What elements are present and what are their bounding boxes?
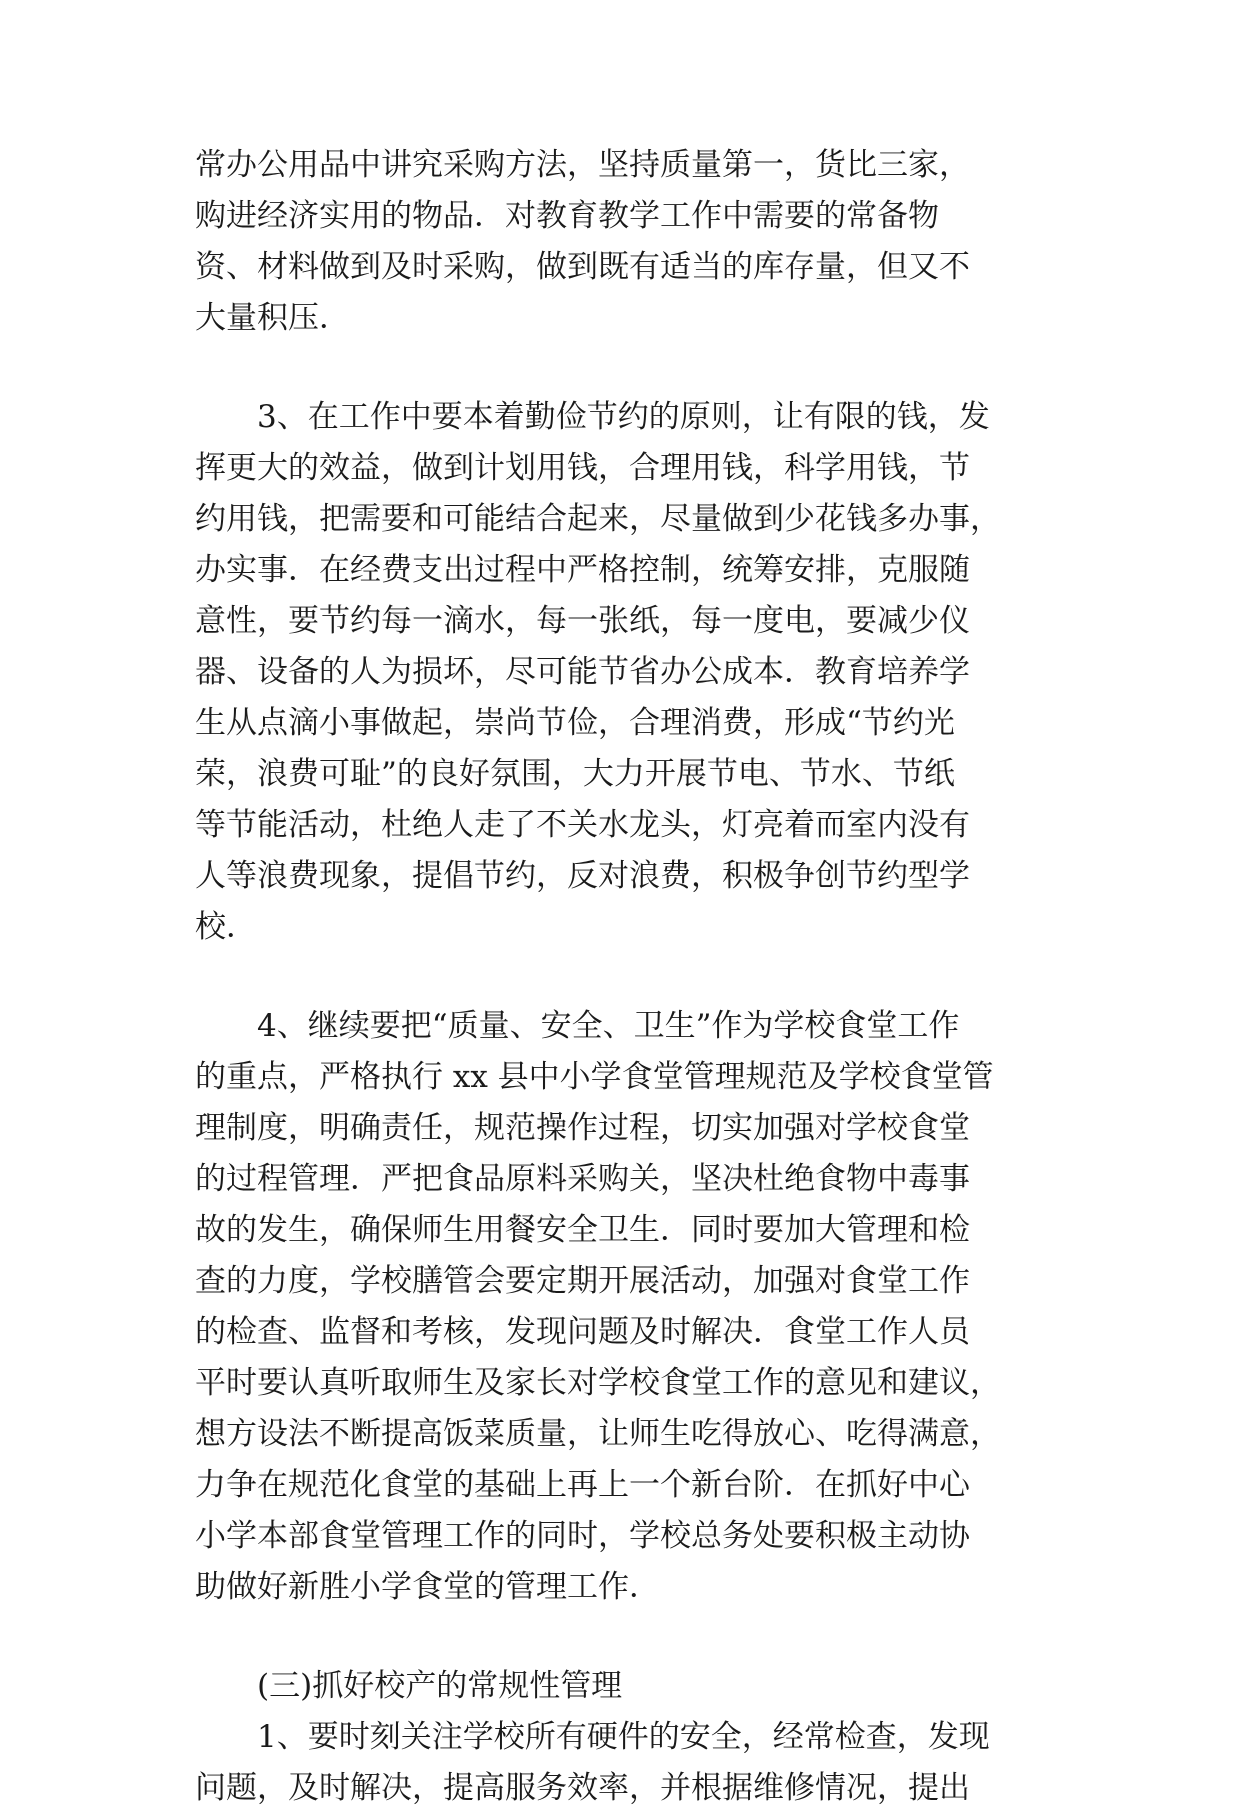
text-line: 查的力度，学校膳管会要定期开展活动，加强对食堂工作 (195, 1263, 970, 1299)
text-line: 荣，浪费可耻”的良好氛围，大力开展节电、节水、节纸 (195, 756, 955, 792)
text-line: 平时要认真听取师生及家长对学校食堂工作的意见和建议， (195, 1365, 1001, 1401)
text-line: 力争在规范化食堂的基础上再上一个新台阶．在抓好中心 (195, 1467, 970, 1503)
text-line: 故的发生，确保师生用餐安全卫生．同时要加大管理和检 (195, 1212, 970, 1248)
heading-line: (三)抓好校产的常规性管理 (257, 1668, 623, 1704)
paragraph-procurement (195, 140, 1046, 344)
paragraph-canteen (195, 1001, 1046, 1613)
paragraph-gap (195, 344, 1046, 392)
paragraph-thrift (195, 392, 1046, 953)
text-line: 助做好新胜小学食堂的管理工作． (195, 1569, 660, 1605)
text-line: 问题，及时解决，提高服务效率，并根据维修情况，提出 (195, 1770, 970, 1806)
text-line: 大量积压． (195, 300, 350, 336)
text-line: 校． (195, 909, 257, 945)
text-line: 1、要时刻关注学校所有硬件的安全，经常检查，发现 (257, 1719, 990, 1755)
text-line: 的检查、监督和考核，发现问题及时解决．食堂工作人员 (195, 1314, 970, 1350)
text-line: 3、在工作中要本着勤俭节约的原则，让有限的钱，发 (257, 399, 990, 435)
text-line: 资、材料做到及时采购，做到既有适当的库存量，但又不 (195, 249, 970, 285)
text-line: 约用钱，把需要和可能结合起来，尽量做到少花钱多办事， (195, 501, 1001, 537)
text-line: 想方设法不断提高饭菜质量，让师生吃得放心、吃得满意， (195, 1416, 1001, 1452)
text-line: 人等浪费现象，提倡节约，反对浪费，积极争创节约型学 (195, 858, 970, 894)
text-line: 挥更大的效益，做到计划用钱，合理用钱，科学用钱，节 (195, 450, 970, 486)
paragraph-gap (195, 1613, 1046, 1661)
paragraph-assets (195, 1712, 1046, 1814)
text-line: 4、继续要把“质量、安全、卫生”作为学校食堂工作 (257, 1008, 960, 1044)
text-line: 等节能活动，杜绝人走了不关水龙头，灯亮着而室内没有 (195, 807, 970, 843)
section-heading (195, 1661, 1046, 1712)
text-line: 器、设备的人为损坏，尽可能节省办公成本．教育培养学 (195, 654, 970, 690)
text-line: 办实事．在经费支出过程中严格控制，统筹安排，克服随 (195, 552, 970, 588)
text-line: 购进经济实用的物品．对教育教学工作中需要的常备物 (195, 198, 939, 234)
paragraph-gap (195, 953, 1046, 1001)
text-line: 小学本部食堂管理工作的同时，学校总务处要积极主动协 (195, 1518, 970, 1554)
text-line: 的重点，严格执行 xx 县中小学食堂管理规范及学校食堂管 (195, 1059, 994, 1095)
text-line: 常办公用品中讲究采购方法，坚持质量第一，货比三家， (195, 147, 970, 183)
text-line: 生从点滴小事做起，崇尚节俭，合理消费，形成“节约光 (195, 705, 955, 741)
text-line: 的过程管理．严把食品原料采购关，坚决杜绝食物中毒事 (195, 1161, 970, 1197)
text-line: 意性，要节约每一滴水，每一张纸，每一度电，要减少仪 (195, 603, 970, 639)
text-line: 理制度，明确责任，规范操作过程，切实加强对学校食堂 (195, 1110, 970, 1146)
